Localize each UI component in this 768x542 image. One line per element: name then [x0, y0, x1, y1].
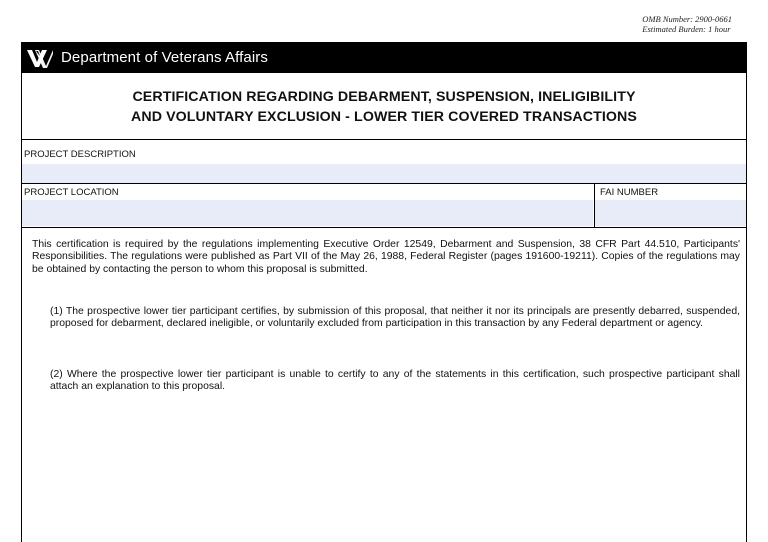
title-line-2: AND VOLUNTARY EXCLUSION - LOWER TIER COVERED TRANSACTIONS	[131, 109, 637, 125]
department-name: Department of Veterans Affairs	[61, 49, 269, 66]
title-line-1: CERTIFICATION REGARDING DEBARMENT, SUSPENSION, INELIGIBILITY	[132, 89, 636, 105]
project-location-label: PROJECT LOCATION	[24, 187, 119, 198]
project-description-label: PROJECT DESCRIPTION	[24, 149, 136, 160]
omb-info	[642, 14, 732, 34]
fai-number-label: FAI NUMBER	[600, 187, 659, 198]
va-logo-icon	[26, 47, 54, 69]
divider	[22, 227, 746, 228]
certification-item-1: (1) The prospective lower tier participant certifies, by submission of this proposal, that neither it nor its principals are presently debarred, suspended, proposed for debarment, declared ineligible, or voluntarily excluded from participation in this transaction by any Federal department or agency.	[50, 306, 740, 330]
divider	[22, 183, 746, 184]
project-location-field[interactable]	[22, 200, 593, 226]
fai-number-field[interactable]	[595, 200, 746, 226]
certification-form	[21, 42, 747, 542]
estimated-burden: Estimated Burden: 1 hour	[642, 24, 731, 34]
certification-item-2: (2) Where the prospective lower tier participant is unable to certify to any of the statements in this certification, such prospective participant shall attach an explanation to this proposal.	[50, 369, 740, 393]
omb-number: OMB Number: 2900-0661	[642, 14, 732, 24]
intro-paragraph: This certification is required by the regulations implementing Executive Order 12549, Debarment and Suspension, 38 CFR Part 44.510, Participants' Responsibilities. The regulations were published as Part VII of the May 26, 1988, Federal Register (pages 191600-19211). Copies of the regulations may be obtained by contacting the person to whom this proposal is submitted.	[32, 239, 740, 275]
project-description-field[interactable]	[22, 164, 746, 183]
form-title	[22, 73, 746, 140]
form-header	[22, 42, 746, 73]
